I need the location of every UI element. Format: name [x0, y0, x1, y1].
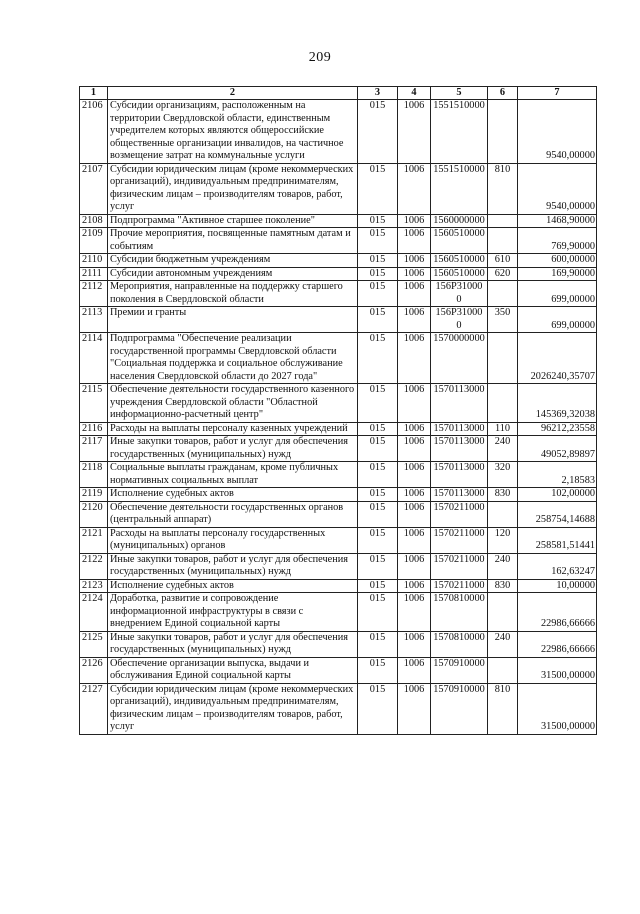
row-ministry-code: 015 — [358, 593, 398, 632]
row-section-code: 1006 — [398, 593, 431, 632]
row-section-code: 1006 — [398, 163, 431, 214]
row-ministry-code: 015 — [358, 384, 398, 423]
row-ministry-code: 015 — [358, 553, 398, 579]
row-section-code: 1006 — [398, 462, 431, 488]
row-amount: 22986,66666 — [518, 593, 597, 632]
budget-table — [79, 86, 597, 735]
row-target-article: 1570113000 — [431, 422, 488, 436]
table-row — [80, 462, 597, 488]
row-description: Обеспечение организации выпуска, выдачи и обслуживания Единой социальной карты — [108, 657, 358, 683]
table-row — [80, 579, 597, 593]
row-description: Иные закупки товаров, работ и услуг для обеспечения государственных (муниципальных) нужд — [108, 436, 358, 462]
table-row — [80, 422, 597, 436]
row-expense-type: 350 — [488, 307, 518, 333]
row-number: 2114 — [80, 333, 108, 384]
table-row — [80, 254, 597, 268]
row-amount: 1468,90000 — [518, 214, 597, 228]
col-header-5: 5 — [431, 87, 488, 100]
row-amount: 769,90000 — [518, 228, 597, 254]
row-ministry-code: 015 — [358, 333, 398, 384]
row-expense-type: 110 — [488, 422, 518, 436]
col-header-4: 4 — [398, 87, 431, 100]
row-number: 2109 — [80, 228, 108, 254]
row-target-article: 1570810000 — [431, 593, 488, 632]
row-number: 2111 — [80, 267, 108, 281]
row-section-code: 1006 — [398, 333, 431, 384]
row-description: Субсидии юридическим лицам (кроме некоммерческих организаций), индивидуальным предпринимателям, физическим лицам – производителям товаров, работ, услуг — [108, 683, 358, 734]
row-amount: 102,00000 — [518, 488, 597, 502]
row-ministry-code: 015 — [358, 527, 398, 553]
row-target-article: 1570113000 — [431, 462, 488, 488]
row-description: Прочие мероприятия, посвященные памятным датам и событиям — [108, 228, 358, 254]
row-description: Социальные выплаты гражданам, кроме публичных нормативных социальных выплат — [108, 462, 358, 488]
row-section-code: 1006 — [398, 228, 431, 254]
row-target-article: 1570910000 — [431, 683, 488, 734]
row-number: 2106 — [80, 100, 108, 164]
row-description: Исполнение судебных актов — [108, 579, 358, 593]
row-ministry-code: 015 — [358, 163, 398, 214]
row-target-article: 1570113000 — [431, 384, 488, 423]
row-expense-type: 240 — [488, 631, 518, 657]
row-section-code: 1006 — [398, 214, 431, 228]
row-expense-type: 620 — [488, 267, 518, 281]
row-expense-type — [488, 228, 518, 254]
row-target-article: 1570211000 — [431, 579, 488, 593]
row-description: Иные закупки товаров, работ и услуг для обеспечения государственных (муниципальных) нужд — [108, 553, 358, 579]
row-target-article: 1570910000 — [431, 657, 488, 683]
row-ministry-code: 015 — [358, 281, 398, 307]
row-number: 2123 — [80, 579, 108, 593]
table-row — [80, 436, 597, 462]
row-amount: 9540,00000 — [518, 100, 597, 164]
row-amount: 258754,14688 — [518, 501, 597, 527]
row-amount: 145369,32038 — [518, 384, 597, 423]
row-amount: 162,63247 — [518, 553, 597, 579]
row-description: Субсидии юридическим лицам (кроме некоммерческих организаций), индивидуальным предпринимателям, физическим лицам – производителям товаров, работ, услуг — [108, 163, 358, 214]
row-ministry-code: 015 — [358, 214, 398, 228]
row-amount: 699,00000 — [518, 281, 597, 307]
row-amount: 699,00000 — [518, 307, 597, 333]
col-header-2: 2 — [108, 87, 358, 100]
row-ministry-code: 015 — [358, 657, 398, 683]
row-expense-type: 610 — [488, 254, 518, 268]
row-number: 2115 — [80, 384, 108, 423]
row-target-article: 1570113000 — [431, 488, 488, 502]
row-section-code: 1006 — [398, 631, 431, 657]
row-description: Подпрограмма "Обеспечение реализации государственной программы Свердловской области "Социальная поддержка и социальное обслуживание населения Свердловской области до 2027 года" — [108, 333, 358, 384]
row-ministry-code: 015 — [358, 307, 398, 333]
row-expense-type — [488, 100, 518, 164]
row-number: 2116 — [80, 422, 108, 436]
row-target-article: 1551510000 — [431, 163, 488, 214]
row-description: Подпрограмма "Активное старшее поколение" — [108, 214, 358, 228]
table-row — [80, 228, 597, 254]
row-amount: 49052,89897 — [518, 436, 597, 462]
table-body — [80, 100, 597, 735]
row-number: 2113 — [80, 307, 108, 333]
row-amount: 10,00000 — [518, 579, 597, 593]
table-row — [80, 553, 597, 579]
row-description: Расходы на выплаты персоналу казенных учреждений — [108, 422, 358, 436]
col-header-3: 3 — [358, 87, 398, 100]
row-target-article: 1560510000 — [431, 267, 488, 281]
row-target-article: 1560510000 — [431, 254, 488, 268]
row-description: Расходы на выплаты персоналу государственных (муниципальных) органов — [108, 527, 358, 553]
row-expense-type: 240 — [488, 553, 518, 579]
row-section-code: 1006 — [398, 422, 431, 436]
row-number: 2127 — [80, 683, 108, 734]
row-expense-type — [488, 214, 518, 228]
table-row — [80, 593, 597, 632]
row-number: 2124 — [80, 593, 108, 632]
row-amount: 31500,00000 — [518, 683, 597, 734]
table-row — [80, 267, 597, 281]
col-header-1: 1 — [80, 87, 108, 100]
row-number: 2112 — [80, 281, 108, 307]
row-amount: 22986,66666 — [518, 631, 597, 657]
row-amount: 258581,51441 — [518, 527, 597, 553]
row-section-code: 1006 — [398, 436, 431, 462]
row-section-code: 1006 — [398, 384, 431, 423]
row-number: 2126 — [80, 657, 108, 683]
table-row — [80, 683, 597, 734]
table-row — [80, 100, 597, 164]
row-number: 2108 — [80, 214, 108, 228]
row-section-code: 1006 — [398, 657, 431, 683]
row-ministry-code: 015 — [358, 436, 398, 462]
row-number: 2107 — [80, 163, 108, 214]
table-row — [80, 307, 597, 333]
row-expense-type: 240 — [488, 436, 518, 462]
row-target-article: 1570211000 — [431, 527, 488, 553]
row-target-article: 1570113000 — [431, 436, 488, 462]
row-target-article: 1570211000 — [431, 501, 488, 527]
row-ministry-code: 015 — [358, 462, 398, 488]
row-expense-type — [488, 657, 518, 683]
row-number: 2119 — [80, 488, 108, 502]
row-amount: 600,00000 — [518, 254, 597, 268]
row-number: 2125 — [80, 631, 108, 657]
row-target-article: 1570211000 — [431, 553, 488, 579]
row-number: 2117 — [80, 436, 108, 462]
row-section-code: 1006 — [398, 553, 431, 579]
row-ministry-code: 015 — [358, 422, 398, 436]
row-amount: 2026240,35707 — [518, 333, 597, 384]
page-number: 209 — [308, 50, 332, 65]
row-expense-type — [488, 333, 518, 384]
row-ministry-code: 015 — [358, 228, 398, 254]
row-ministry-code: 015 — [358, 254, 398, 268]
row-ministry-code: 015 — [358, 100, 398, 164]
row-expense-type — [488, 593, 518, 632]
table-row — [80, 333, 597, 384]
row-number: 2118 — [80, 462, 108, 488]
row-description: Доработка, развитие и сопровождение информационной инфраструктуры в связи с внедрением Единой социальной карты — [108, 593, 358, 632]
row-expense-type: 830 — [488, 488, 518, 502]
row-ministry-code: 015 — [358, 683, 398, 734]
row-section-code: 1006 — [398, 501, 431, 527]
row-section-code: 1006 — [398, 100, 431, 164]
row-description: Субсидии бюджетным учреждениям — [108, 254, 358, 268]
row-amount: 2,18583 — [518, 462, 597, 488]
row-number: 2110 — [80, 254, 108, 268]
row-section-code: 1006 — [398, 281, 431, 307]
row-section-code: 1006 — [398, 267, 431, 281]
row-section-code: 1006 — [398, 683, 431, 734]
row-expense-type: 810 — [488, 683, 518, 734]
row-expense-type: 810 — [488, 163, 518, 214]
table-row — [80, 527, 597, 553]
table-row — [80, 384, 597, 423]
row-description: Мероприятия, направленные на поддержку старшего поколения в Свердловской области — [108, 281, 358, 307]
row-amount: 96212,23558 — [518, 422, 597, 436]
row-expense-type: 120 — [488, 527, 518, 553]
row-description: Исполнение судебных актов — [108, 488, 358, 502]
row-target-article: 1560510000 — [431, 228, 488, 254]
row-amount: 31500,00000 — [518, 657, 597, 683]
table-row — [80, 163, 597, 214]
row-number: 2122 — [80, 553, 108, 579]
row-target-article: 1551510000 — [431, 100, 488, 164]
col-header-6: 6 — [488, 87, 518, 100]
row-amount: 9540,00000 — [518, 163, 597, 214]
row-description: Обеспечение деятельности государственного казенного учреждения Свердловской области "Областной информационно-расчетный центр" — [108, 384, 358, 423]
row-expense-type: 830 — [488, 579, 518, 593]
row-target-article: 156P310000 — [431, 281, 488, 307]
row-section-code: 1006 — [398, 307, 431, 333]
table-row — [80, 657, 597, 683]
row-expense-type — [488, 501, 518, 527]
row-number: 2121 — [80, 527, 108, 553]
row-description: Иные закупки товаров, работ и услуг для обеспечения государственных (муниципальных) нужд — [108, 631, 358, 657]
row-amount: 169,90000 — [518, 267, 597, 281]
row-expense-type — [488, 384, 518, 423]
table-row — [80, 501, 597, 527]
table-row — [80, 214, 597, 228]
row-number: 2120 — [80, 501, 108, 527]
row-description: Субсидии автономным учреждениям — [108, 267, 358, 281]
row-section-code: 1006 — [398, 488, 431, 502]
row-section-code: 1006 — [398, 527, 431, 553]
row-ministry-code: 015 — [358, 631, 398, 657]
row-target-article: 1570000000 — [431, 333, 488, 384]
table-row — [80, 281, 597, 307]
table-row — [80, 488, 597, 502]
row-section-code: 1006 — [398, 254, 431, 268]
row-ministry-code: 015 — [358, 579, 398, 593]
header-row — [80, 87, 597, 100]
row-description: Премии и гранты — [108, 307, 358, 333]
row-target-article: 1570810000 — [431, 631, 488, 657]
row-description: Субсидии организациям, расположенным на территории Свердловской области, единственным учредителем которых являются общероссийские общественные организации инвалидов, на частичное возмещение затрат на коммунальные услуги — [108, 100, 358, 164]
table-row — [80, 631, 597, 657]
row-ministry-code: 015 — [358, 267, 398, 281]
row-target-article: 1560000000 — [431, 214, 488, 228]
row-description: Обеспечение деятельности государственных органов (центральный аппарат) — [108, 501, 358, 527]
row-target-article: 156P310000 — [431, 307, 488, 333]
row-expense-type — [488, 281, 518, 307]
row-section-code: 1006 — [398, 579, 431, 593]
col-header-7: 7 — [518, 87, 597, 100]
row-ministry-code: 015 — [358, 488, 398, 502]
row-expense-type: 320 — [488, 462, 518, 488]
row-ministry-code: 015 — [358, 501, 398, 527]
